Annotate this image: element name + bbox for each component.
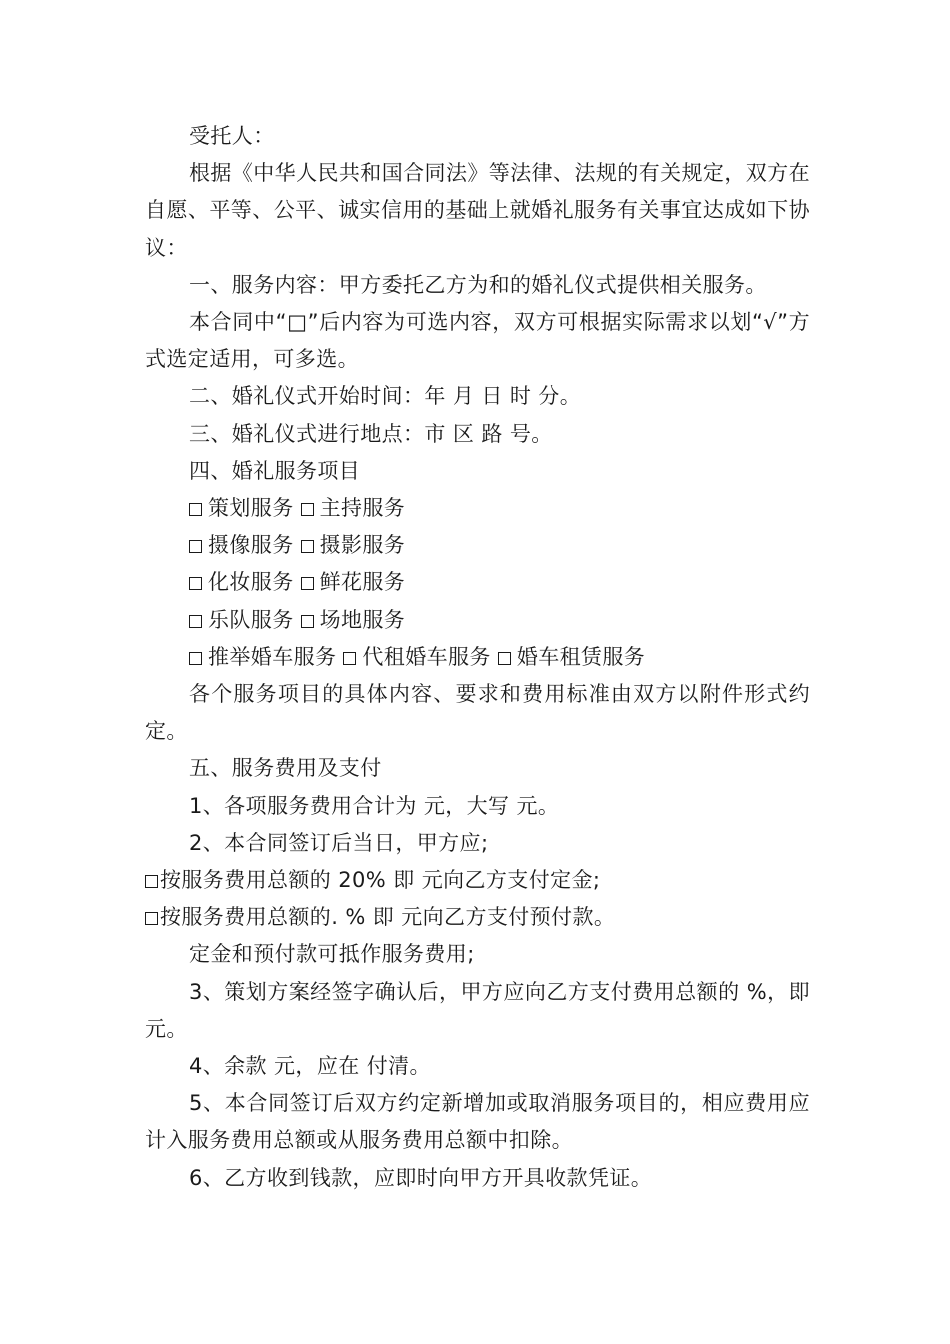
service-option-makeup[interactable] xyxy=(189,570,294,594)
option-label: 按服务费用总额的. % 即 元向乙方支付预付款。 xyxy=(160,905,616,930)
section-4-heading: 四、婚礼服务项目 xyxy=(189,458,361,483)
checkbox-icon[interactable] xyxy=(498,652,511,665)
section-5-heading: 五、服务费用及支付 xyxy=(189,756,382,781)
service-option-venue[interactable] xyxy=(301,608,406,632)
deposit-option-line xyxy=(145,862,810,899)
checkbox-icon[interactable] xyxy=(343,652,356,665)
service-option-flowers[interactable] xyxy=(301,570,406,594)
section-3-ceremony-location: 三、婚礼仪式进行地点：市 区 路 号。 xyxy=(189,421,553,446)
checkbox-icon[interactable] xyxy=(189,615,202,628)
option-label: 主持服务 xyxy=(319,496,406,521)
option-label: 按服务费用总额的 20% 即 元向乙方支付定金; xyxy=(160,868,601,893)
checkbox-icon[interactable] xyxy=(189,577,202,590)
option-label: 场地服务 xyxy=(319,607,406,632)
payment-clause-3: 3、策划方案经签字确认后，甲方应向乙方支付费用总额的 %，即 元。 xyxy=(145,979,810,1041)
prepay-option-line xyxy=(145,899,810,936)
option-label: 摄像服务 xyxy=(208,533,294,558)
checkbox-icon[interactable] xyxy=(301,615,314,628)
service-option-recommend-car[interactable] xyxy=(189,645,336,669)
checkbox-icon[interactable] xyxy=(301,577,314,590)
option-label: 策划服务 xyxy=(208,496,294,521)
checkbox-icon[interactable] xyxy=(145,875,158,888)
checkbox-icon[interactable] xyxy=(301,540,314,553)
option-label: 化妆服务 xyxy=(208,570,294,595)
option-label: 代租婚车服务 xyxy=(362,644,491,669)
section-1-service-content: 一、服务内容：甲方委托乙方为和的婚礼仪式提供相关服务。 xyxy=(189,272,767,297)
contract-body xyxy=(145,118,810,1197)
section-2-ceremony-time: 二、婚礼仪式开始时间：年 月 日 时 分。 xyxy=(189,384,582,409)
checkbox-icon[interactable] xyxy=(301,503,314,516)
intro-paragraph: 根据《中华人民共和国合同法》等法律、法规的有关规定，双方在自愿、平等、公平、诚实信用的基础上就婚礼服务有关事宜达成如下协议： xyxy=(145,161,810,260)
service-option-planning[interactable] xyxy=(189,496,294,520)
service-option-hosting[interactable] xyxy=(301,496,406,520)
service-row-1 xyxy=(145,490,810,527)
offset-clause: 定金和预付款可抵作服务费用; xyxy=(189,942,475,967)
payment-clause-1: 1、各项服务费用合计为 元，大写 元。 xyxy=(189,793,560,818)
payment-clause-6: 6、乙方收到钱款，应即时向甲方开具收款凭证。 xyxy=(189,1165,653,1190)
service-row-5 xyxy=(145,639,810,676)
checkbox-icon[interactable] xyxy=(189,540,202,553)
service-option-band[interactable] xyxy=(189,608,294,632)
prepay-option[interactable] xyxy=(145,905,615,929)
service-option-photo[interactable] xyxy=(301,533,406,557)
option-label: 摄影服务 xyxy=(319,533,406,558)
service-items-note: 各个服务项目的具体内容、要求和费用标准由双方以附件形式约定。 xyxy=(145,682,810,744)
option-label: 推举婚车服务 xyxy=(208,644,337,669)
option-label: 鲜花服务 xyxy=(319,570,406,595)
service-option-agent-car[interactable] xyxy=(343,645,490,669)
service-row-3 xyxy=(145,564,810,601)
checkbox-icon[interactable] xyxy=(189,503,202,516)
payment-clause-5: 5、本合同签订后双方约定新增加或取消服务项目的，相应费用应计入服务费用总额或从服务费用总额中扣除。 xyxy=(145,1091,810,1153)
checkbox-icon[interactable] xyxy=(145,912,158,925)
service-row-4 xyxy=(145,602,810,639)
service-option-car-rental[interactable] xyxy=(498,645,645,669)
checkbox-icon[interactable] xyxy=(189,652,202,665)
optional-content-note: 本合同中“□”后内容为可选内容，双方可根据实际需求以划“√”方式选定适用，可多选。 xyxy=(145,310,810,372)
service-row-2 xyxy=(145,527,810,564)
option-label: 婚车租赁服务 xyxy=(516,644,646,669)
trustee-line: 受托人： xyxy=(189,124,275,148)
service-option-video[interactable] xyxy=(189,533,294,557)
payment-clause-2: 2、本合同签订后当日，甲方应; xyxy=(189,830,489,855)
option-label: 乐队服务 xyxy=(208,607,294,632)
deposit-option[interactable] xyxy=(145,868,600,892)
payment-clause-4: 4、余款 元，应在 付清。 xyxy=(189,1054,431,1079)
